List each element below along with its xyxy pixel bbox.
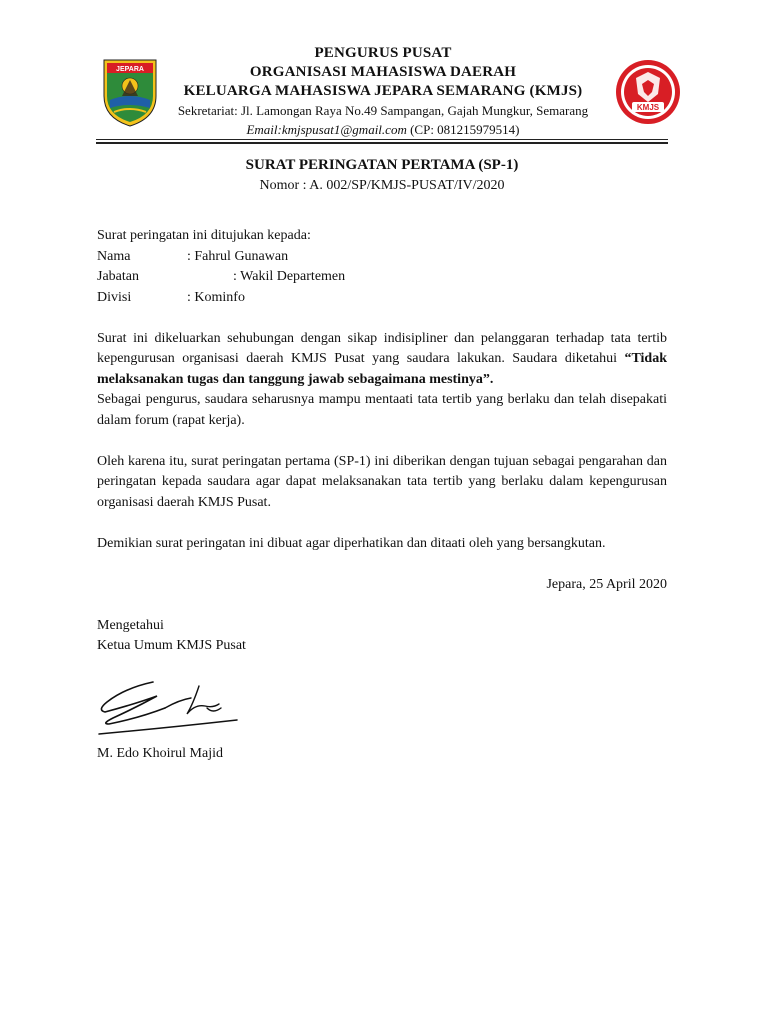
- letter-title: SURAT PERINGATAN PERTAMA (SP-1): [245, 157, 519, 173]
- kmjs-emblem-logo: [614, 58, 682, 126]
- letterhead-email: Email:kmjspusat1@gmail.com: [246, 122, 407, 137]
- letterhead-rule-thin: [96, 139, 668, 140]
- closing-line1: Mengetahui: [97, 617, 164, 633]
- letterhead-phone: (CP: 081215979514): [406, 122, 520, 137]
- field-label: Divisi: [97, 289, 132, 305]
- letter-body: [97, 226, 667, 657]
- field-nama: [97, 247, 667, 268]
- signature-image: [95, 674, 245, 744]
- letterhead-contact: [160, 120, 606, 139]
- jepara-logo-label: JEPARA: [116, 66, 144, 73]
- field-value: : Fahrul Gunawan: [187, 248, 289, 264]
- recipient-intro: Surat peringatan ini ditujukan kepada:: [97, 228, 311, 243]
- paragraph-3: Oleh karena itu, surat peringatan pertama (SP-1) ini diberikan dengan tujuan sebagai pengarahan dan peringatan kepada saudara agar dapat melaksanakan tata tertib yang berlaku dalam kepengurusan organisasi daerah KMJS Pusat.: [97, 453, 667, 510]
- letterhead: [160, 44, 606, 139]
- letterhead-rule-thick: [96, 142, 668, 144]
- paragraph-1: [97, 329, 667, 391]
- paragraph-2: Sebagai pengurus, saudara seharusnya mampu mentaati tata tertib yang berlaku dan telah disepakati dalam forum (rapat kerja).: [97, 392, 667, 428]
- letterhead-line1: PENGURUS PUSAT: [314, 45, 452, 61]
- field-jabatan: [97, 267, 667, 288]
- field-divisi: [97, 288, 667, 309]
- field-label: Jabatan: [97, 269, 139, 284]
- letter-number: Nomor : A. 002/SP/KMJS-PUSAT/IV/2020: [259, 178, 505, 193]
- letterhead-line3: KELUARGA MAHASISWA JEPARA SEMARANG (KMJS): [183, 83, 583, 99]
- kmjs-logo-label: KMJS: [636, 103, 660, 112]
- field-value: : Wakil Departemen: [233, 269, 346, 284]
- letterhead-address: Sekretariat: Jl. Lamongan Raya No.49 Sampangan, Gajah Mungkur, Semarang: [177, 103, 589, 118]
- closing-line2: Ketua Umum KMJS Pusat: [97, 638, 246, 653]
- signer-name: M. Edo Khoirul Majid: [97, 746, 223, 761]
- paragraph-1-quote: “Tidak melaksanakan tugas dan tanggung jawab sebagaimana mestinya”.: [97, 351, 667, 387]
- paragraph-1-text: Surat ini dikeluarkan sehubungan dengan sikap indisipliner dan pelanggaran terhadap tata tertib kepengurusan organisasi daerah KMJS Pusat yang saudara lakukan. Saudara diketahui: [97, 330, 667, 366]
- letterhead-line2: ORGANISASI MAHASISWA DAERAH: [249, 64, 517, 80]
- field-label: Nama: [97, 248, 131, 264]
- jepara-crest-logo: [100, 56, 160, 128]
- place-date: Jepara, 25 April 2020: [546, 576, 667, 592]
- paragraph-4: Demikian surat peringatan ini dibuat agar diperhatikan dan ditaati oleh yang bersangkutan.: [97, 535, 606, 551]
- field-value: : Kominfo: [187, 289, 245, 305]
